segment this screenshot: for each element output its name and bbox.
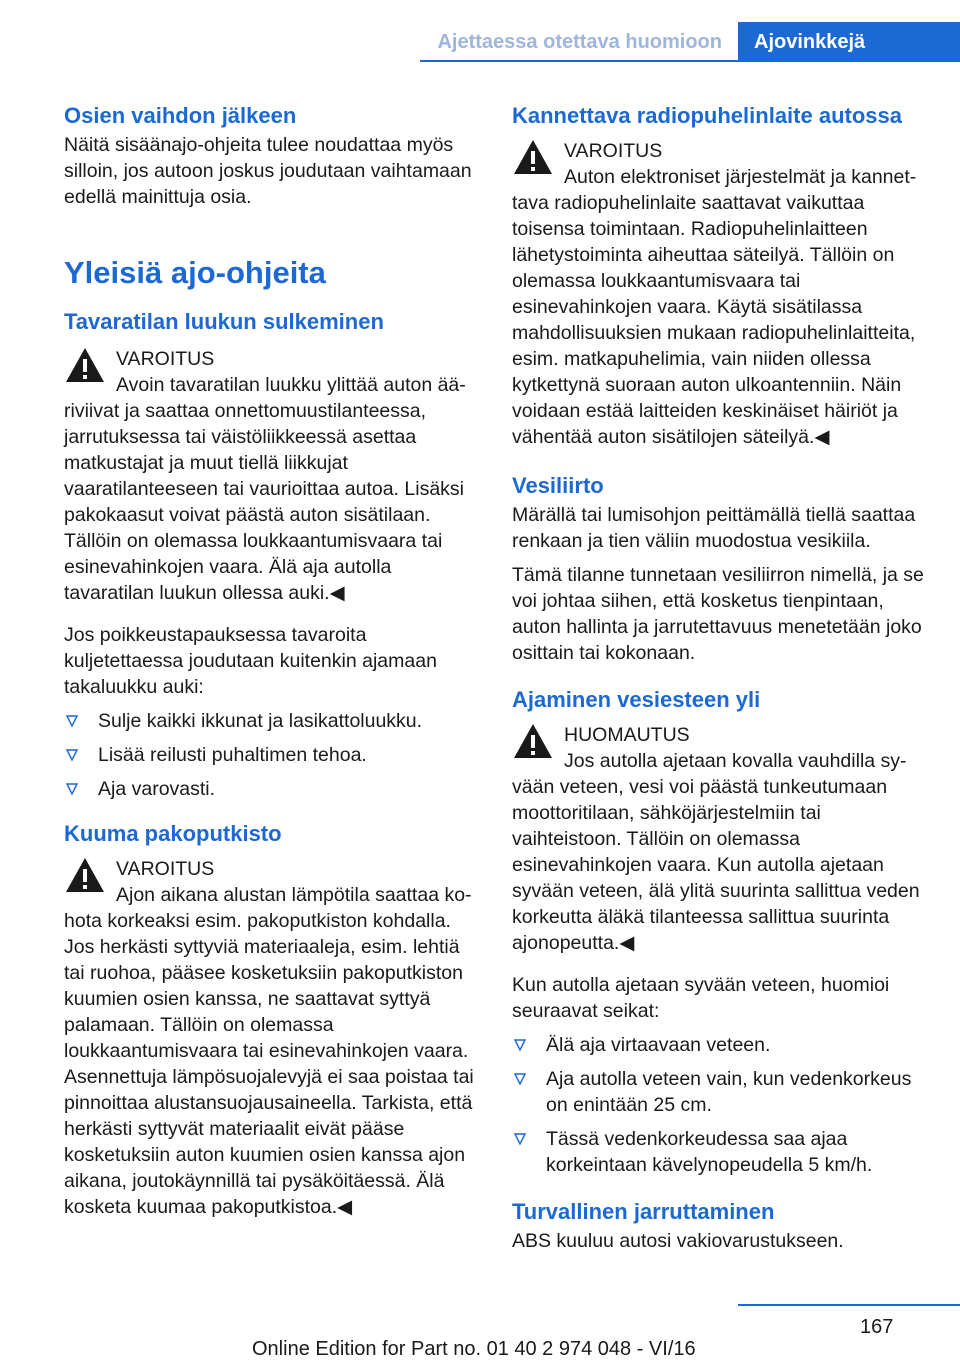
notice-label: HUOMAUTUS <box>564 724 690 746</box>
warning-triangle-icon <box>512 138 554 176</box>
triangle-bullet-icon <box>514 1039 526 1051</box>
chapter-heading: Yleisiä ajo-ohjeita <box>64 255 326 290</box>
list-item-text: Lisää reilusti puhaltimen tehoa. <box>98 744 367 766</box>
warning-label: VAROITUS <box>116 858 215 880</box>
triangle-bullet-icon <box>66 715 78 727</box>
list-item <box>512 1126 932 1178</box>
warning-block <box>512 138 932 450</box>
left-column <box>64 100 484 1220</box>
triangle-bullet-icon <box>514 1133 526 1145</box>
triangle-bullet-icon <box>66 783 78 795</box>
header-rule <box>420 60 738 62</box>
list-item <box>64 776 484 802</box>
triangle-bullet-icon <box>514 1073 526 1085</box>
warning-block <box>64 346 484 606</box>
warning-triangle-icon <box>64 856 106 894</box>
triangle-bullet-icon <box>66 749 78 761</box>
warning-triangle-icon <box>512 722 554 760</box>
heading-radio-device: Kannettava radiopuhelinlaite autossa <box>512 103 902 128</box>
list-item-text: Sulje kaikki ikkunat ja lasikattoluukku. <box>98 710 423 732</box>
list-item-text: Älä aja virtaavaan veteen. <box>546 1034 771 1056</box>
list-item <box>512 1032 932 1058</box>
paragraph: ABS kuuluu autosi vakiovarustukseen. <box>512 1230 844 1252</box>
paragraph: Kun autolla ajetaan syvään veteen, huomioi seuraavat seikat: <box>512 974 890 1022</box>
list-item-text: Aja autolla veteen vain, kun vedenkorkeus on enintään 25 cm. <box>546 1068 912 1116</box>
warning-first-line: Avoin tavaratilan luukku ylittää auton ää- <box>116 374 466 396</box>
page-number: 167 <box>860 1316 894 1338</box>
warning-text: hota korkeaksi esim. pakoputkiston kohdalla. Jos herkästi syttyviä materiaaleja, esim. lehtiä tai ruohoa, pääsee kosketuksiin pakoputkiston kuumien osien kanssa, ne saattavat syttyä palamaan. Tällöin on olemassa loukkaantumisvaara tai esinevahinkojen vaara. Asennettuja lämpösuojalevyjä ei saa poistaa tai pinnoittaa alustansuojausaineella. Tarkista, että herkästi syttyvät materiaalit eivät pääse kosketuksiin auton kuumien osien kanssa ajon aikana, joutokäynnillä tai pysäköitäessä. Älä kosketa kuumaa pakoputkistoa.◀ <box>64 910 474 1218</box>
heading-water-crossing: Ajaminen vesiesteen yli <box>512 687 761 712</box>
warning-block <box>64 856 484 1220</box>
list-item <box>512 1066 932 1118</box>
list-item-text: Tässä vedenkorkeudessa saa ajaa korkeintaan kävelynopeudella 5 km/h. <box>546 1128 873 1176</box>
warning-text: riviivat ja saattaa onnettomuustilanteessa, jarrutuksessa tai väistöliikkeessä asettaa matkustajat ja muut tiellä liikkujat vaaratilanteeseen tai vaurioittaa autoa. Lisäksi pakokaasut voivat päästä auton sisätilaan. Tällöin on olemassa loukkaantumisvaara tai esinevahinkojen vaara. Älä aja autolla tavaratilan luukun ollessa auki.◀ <box>64 400 464 604</box>
list-item <box>64 708 484 734</box>
heading-trunk-lid: Tavaratilan luukun sulkeminen <box>64 309 384 334</box>
warning-text: tava radiopuhelinlaite saattavat vaikuttaa toisensa toimintaan. Radiopuhelinlaitteen lähetystoiminta aiheuttaa säteilyä. Tällöin on olemassa loukkaantumisvaara tai esinevahinkojen vaara. Käytä sisätilassa mahdollisuuksien mukaan radiopuhelinlaitteita, esim. matkapuhelimia, vain niiden ollessa kytkettynä suoraan auton ulkoantenniin. Näin voidaan estää laitteiden keskinäiset häiriöt ja vähentää auton sisätilojen säteilyä.◀ <box>512 192 916 448</box>
warning-triangle-icon <box>64 346 106 384</box>
right-column <box>512 100 932 1254</box>
section-tab: Ajovinkkejä <box>738 22 960 62</box>
page-header <box>0 0 960 62</box>
paragraph: Näitä sisäänajo-ohjeita tulee noudattaa myös silloin, jos autoon joskus joudutaan vaihtamaan edellä mainittuja osia. <box>64 134 472 208</box>
warning-label: VAROITUS <box>116 348 215 370</box>
chapter-title: Ajettaessa otettava huomioon <box>437 31 722 53</box>
edition-note: Online Edition for Part no. 01 40 2 974 048 - VI/16 <box>252 1338 696 1360</box>
heading-hot-exhaust: Kuuma pakoputkisto <box>64 821 282 846</box>
notice-first-line: Jos autolla ajetaan kovalla vauhdilla sy- <box>564 750 907 772</box>
heading-aquaplaning: Vesiliirto <box>512 473 604 498</box>
list-item <box>64 742 484 768</box>
heading-safe-braking: Turvallinen jarruttaminen <box>512 1199 775 1224</box>
paragraph: Märällä tai lumisohjon peittämällä tiellä saattaa renkaan ja tien väliin muodostua vesikiila. <box>512 504 916 552</box>
warning-label: VAROITUS <box>564 140 663 162</box>
bullet-list <box>64 708 484 802</box>
paragraph: Tämä tilanne tunnetaan vesiliirron nimellä, ja se voi johtaa siihen, että kosketus tienpintaan, auton hallinta ja jarrutettavuus menetetään joko osittain tai kokonaan. <box>512 564 924 664</box>
notice-block <box>512 722 932 956</box>
bullet-list <box>512 1032 932 1178</box>
paragraph: Jos poikkeustapauksessa tavaroita kuljetettaessa joudutaan kuitenkin ajamaan takaluukku auki: <box>64 624 437 698</box>
warning-first-line: Ajon aikana alustan lämpötila saattaa ko- <box>116 884 472 906</box>
warning-first-line: Auton elektroniset järjestelmät ja kannet- <box>564 166 917 188</box>
footer-rule <box>738 1304 960 1306</box>
notice-text: vään veteen, vesi voi päästä tunkeutumaan moottoritilaan, sähköjärjestelmiin tai vaihteistoon. Tällöin on olemassa esinevahinkojen vaara. Kun autolla ajetaan syvään veteen, älä ylitä suurinta sallittua veden korkeutta äläkä tilanteessa sallittua suurinta ajonopeutta.◀ <box>512 776 920 954</box>
heading-parts-replacement: Osien vaihdon jälkeen <box>64 103 297 128</box>
list-item-text: Aja varovasti. <box>98 778 216 800</box>
